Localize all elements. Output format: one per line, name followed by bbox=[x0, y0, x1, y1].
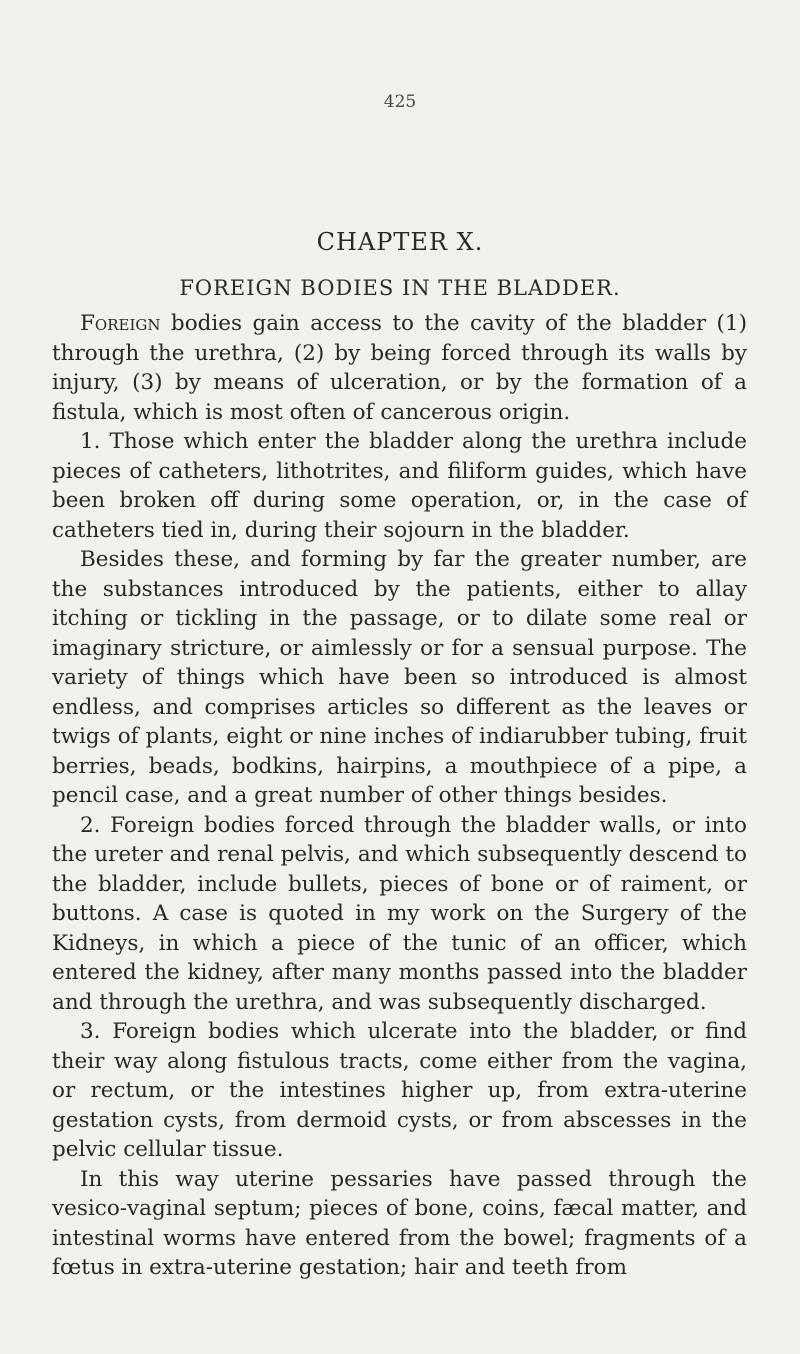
paragraph bbox=[52, 309, 747, 427]
paragraph: Besides these, and forming by far the greater number, are the substances introduced by the patients, either to allay itching or tickling in the passage, or to dilate some real or imaginary stricture, or aimlessly or for a sensual purpose. The variety of things which have been so introduced is almost endless, and comprises articles so different as the leaves or twigs of plants, eight or nine inches of indiarubber tubing, fruit berries, beads, bodkins, hairpins, a mouthpiece of a pipe, a pencil case, and a great number of other things besides. bbox=[52, 547, 747, 808]
paragraph: 3. Foreign bodies which ulcerate into the bladder, or find their way along fistulous tracts, come either from the vagina, or rectum, or the intestines higher up, from extra-uterine gestation cysts, from dermoid cysts, or from abscesses in the pelvic cellular tissue. bbox=[52, 1019, 747, 1162]
paragraph-lead: Foreign bbox=[80, 311, 161, 336]
section-heading: FOREIGN BODIES IN THE BLADDER. bbox=[179, 276, 621, 300]
body-text bbox=[52, 309, 747, 1283]
paragraph: 2. Foreign bodies forced through the bladder walls, or into the ureter and renal pelvis, and which subsequently descend to the bladder, include bullets, pieces of bone or of raiment, or buttons. A case is quoted in my work on the Surgery of the Kidneys, in which a piece of the tunic of an officer, which entered the kidney, after many months passed into the bladder and through the urethra, and was subsequently discharged. bbox=[52, 812, 747, 1015]
paragraph: 1. Those which enter the bladder along the urethra include pieces of catheters, lithotrites, and filiform guides, which have been broken off during some operation, or, in the case of catheters tied in, during their sojourn in the bladder. bbox=[52, 429, 747, 543]
paragraph: In this way uterine pessaries have passed through the vesico-vaginal septum; pieces of bone, coins, fæcal matter, and intestinal worms have entered from the bowel; fragments of a fœtus in extra-uterine gestation; hair and teeth from bbox=[52, 1166, 747, 1280]
chapter-title: CHAPTER X. bbox=[316, 228, 484, 256]
page-number: 425 bbox=[383, 92, 417, 112]
paragraph-text: bodies gain access to the cavity of the bladder (1) through the urethra, (2) by being forced through its walls by injury, (3) by means of ulceration, or by the formation of a fistula, which is most often of cancerous origin. bbox=[52, 311, 747, 425]
